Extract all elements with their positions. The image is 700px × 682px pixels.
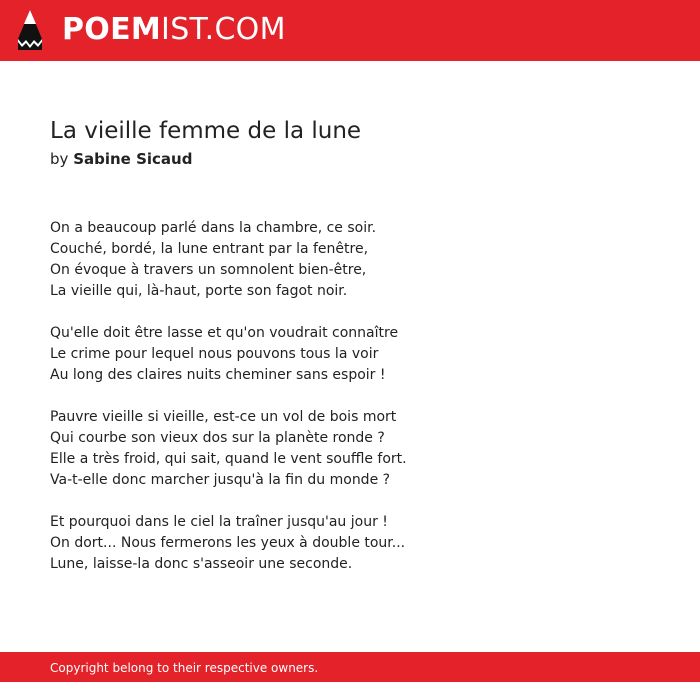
poem-line: On dort... Nous fermerons les yeux à double tour...	[50, 535, 406, 551]
stanza	[50, 323, 407, 386]
poem-line: Le crime pour lequel nous pouvons tous la voir	[50, 346, 379, 362]
site-logo[interactable]	[62, 12, 286, 48]
stanza	[50, 407, 407, 491]
site-footer	[0, 652, 700, 682]
poem-line: La vieille qui, là-haut, porte son fagot noir.	[50, 283, 348, 299]
poem-line: On évoque à travers un somnolent bien-être,	[50, 262, 367, 278]
poem-line: On a beaucoup parlé dans la chambre, ce soir.	[50, 220, 377, 236]
poem-body	[50, 218, 407, 596]
copyright-notice: Copyright belong to their respective owners.	[50, 661, 319, 675]
poem-line: Elle a très froid, qui sait, quand le vent souffle fort.	[50, 451, 407, 467]
poem-line: Pauvre vieille si vieille, est-ce un vol de bois mort	[50, 409, 397, 425]
logo-bold-text: POEM	[62, 12, 162, 47]
poem-line: Et pourquoi dans le ciel la traîner jusqu'au jour !	[50, 514, 388, 530]
poem-line: Lune, laisse-la donc s'asseoir une seconde.	[50, 556, 353, 572]
stanza	[50, 218, 407, 302]
poem-line: Couché, bordé, la lune entrant par la fenêtre,	[50, 241, 369, 257]
logo-light-text: IST.COM	[161, 12, 286, 47]
poem-line: Qu'elle doit être lasse et qu'on voudrait connaître	[50, 325, 399, 341]
poem-byline	[50, 149, 192, 169]
stanza	[50, 512, 407, 575]
poem-line: Va-t-elle donc marcher jusqu'à la fin du monde ?	[50, 472, 391, 488]
by-label: by	[50, 150, 69, 168]
pencil-icon[interactable]	[17, 9, 43, 51]
site-header	[0, 0, 700, 61]
author-name: Sabine Sicaud	[73, 150, 193, 168]
poem-title: La vieille femme de la lune	[50, 118, 362, 144]
poem-line: Qui courbe son vieux dos sur la planète ronde ?	[50, 430, 385, 446]
poem-line: Au long des claires nuits cheminer sans espoir !	[50, 367, 386, 383]
